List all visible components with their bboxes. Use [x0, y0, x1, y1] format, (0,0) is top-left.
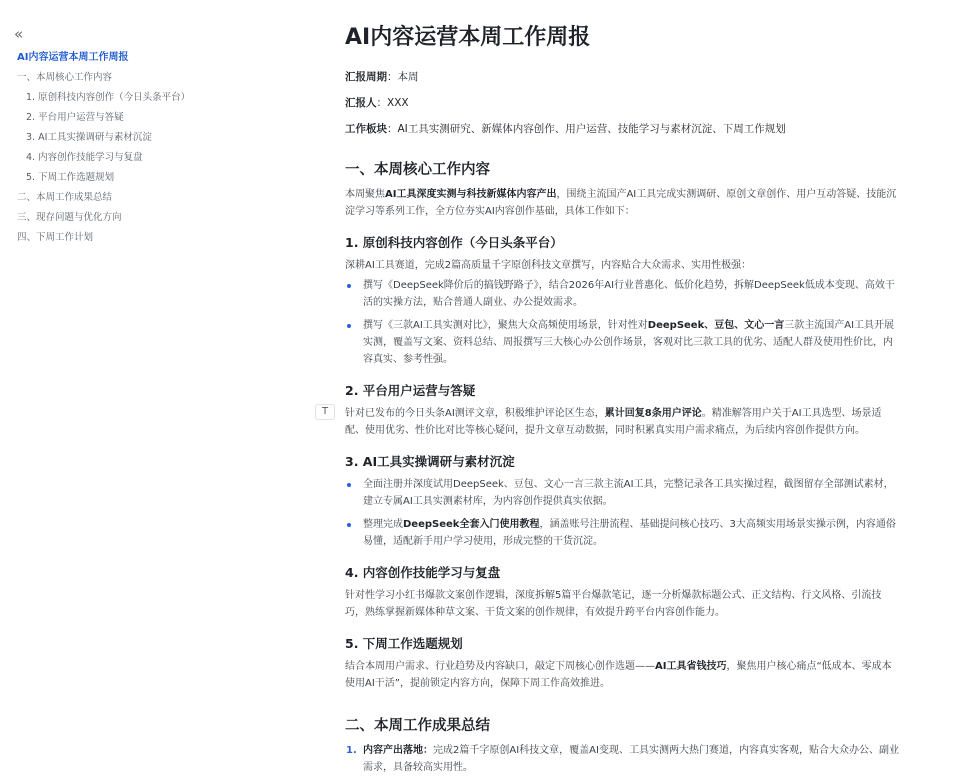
bold-run: AI工具省钱技巧 — [655, 661, 727, 672]
meta-value: XXX — [387, 97, 409, 109]
bold-run: ： — [423, 745, 433, 756]
outline-list — [0, 48, 320, 248]
meta-value: AI工具实测研究、新媒体内容创作、用户运营、技能学习与素材沉淀、下周工作规划 — [397, 123, 786, 135]
meta-sep: ： — [376, 97, 387, 109]
section-heading-1: 一、本周核心工作内容 — [345, 162, 490, 178]
text-run: 整理完成 — [363, 519, 403, 530]
meta-report-period — [345, 70, 900, 84]
results-list — [345, 742, 900, 776]
list-number: 1. — [346, 745, 357, 756]
meta-value: 本周 — [397, 71, 419, 83]
text-run: 针对已发布的今日头条AI测评文章，积极维护评论区生态， — [345, 408, 605, 419]
sub-heading-1: 1. 原创科技内容创作（今日头条平台） — [345, 235, 563, 250]
sub-heading-2: 2. 平台用户运营与答疑 — [345, 383, 476, 398]
section-heading-2: 二、本周工作成果总结 — [345, 718, 490, 734]
doc-title: AI内容运营本周工作周报 — [345, 25, 591, 50]
text-run: 结合本周用户需求、行业趋势及内容缺口，敲定下周核心创作选题—— — [345, 661, 655, 672]
list-item — [345, 317, 900, 368]
outline-item-sub-5[interactable]: 5. 下周工作选题规划 — [26, 172, 115, 183]
section-1-intro — [345, 186, 900, 220]
text-run: 三款主流国产AI工具开展实测，覆盖写文案、资料总结、周报撰写三大核心办公创作场景，客观对比三款工具的优劣、适配人群及使用性价比，内容真实、参考性强。 — [363, 320, 895, 365]
list-item: 撰写《DeepSeek降价后的搞钱野路子》，结合2026年AI行业普惠化、低价化趋势，拆解DeepSeek低成本变现、高效干活的实操方法，贴合普通人副业、办公提效需求。 — [345, 277, 900, 311]
text-block-handle-icon[interactable]: T — [315, 404, 335, 420]
text-run: 撰写《三款AI工具实测对比》，聚焦大众高频使用场景，针对性对 — [363, 320, 648, 331]
list-item — [345, 516, 900, 550]
text-run: 完成2篇千字原创AI科技文章，覆盖AI变现、工具实测两大热门赛道，内容真实客观，贴合大众办公、副业需求，具备较高实用性。 — [363, 745, 899, 773]
meta-key: 工作板块 — [345, 123, 387, 135]
outline-item-sub-3[interactable]: 3. AI工具实操调研与素材沉淀 — [26, 132, 152, 143]
outline-item-section-2[interactable]: 二、本周工作成果总结 — [17, 192, 113, 203]
outline-item-section-3[interactable]: 三、现存问题与优化方向 — [17, 212, 122, 223]
sub-4-paragraph: 针对性学习小红书爆款文案创作逻辑，深度拆解5篇平台爆款笔记，逐一分析爆款标题公式、正文结构、行文风格、引流技巧，熟练掌握新媒体种草文案、干货文案的创作规律，有效提升跨平台内容创作能力。 — [345, 590, 882, 618]
bold-run: DeepSeek全套入门使用教程 — [403, 519, 540, 530]
outline-item-section-1[interactable]: 一、本周核心工作内容 — [17, 72, 113, 83]
sub-heading-5: 5. 下周工作选题规划 — [345, 636, 463, 651]
sub-1-intro: 深耕AI工具赛道，完成2篇高质量千字原创科技文章撰写，内容贴合大众需求、实用性极强： — [345, 260, 752, 271]
sub-2-paragraph — [321, 405, 900, 439]
list-item — [345, 742, 900, 776]
sub-3-bullets — [345, 476, 900, 550]
meta-sep: ： — [387, 71, 398, 83]
bold-run: AI工具深度实测与科技新媒体内容产出 — [385, 189, 557, 200]
outline-item-title[interactable]: AI内容运营本周工作周报 — [17, 52, 129, 63]
meta-key: 汇报人 — [345, 97, 377, 109]
collapse-sidebar-icon[interactable]: « — [14, 25, 24, 43]
meta-reporter — [345, 96, 900, 110]
sub-5-paragraph — [345, 658, 900, 692]
document-body — [321, 20, 900, 773]
outline-item-section-4[interactable]: 四、下周工作计划 — [17, 232, 94, 243]
sub-heading-3: 3. AI工具实操调研与素材沉淀 — [345, 454, 515, 469]
text-run: 本周聚焦 — [345, 189, 385, 200]
outline-item-sub-4[interactable]: 4. 内容创作技能学习与复盘 — [26, 152, 143, 163]
list-item: 全面注册并深度试用DeepSeek、豆包、文心一言三款主流AI工具，完整记录各工具实操过程，截图留存全部测试素材，建立专属AI工具实测素材库，为内容创作提供真实依据。 — [345, 476, 900, 510]
sub-heading-4: 4. 内容创作技能学习与复盘 — [345, 565, 501, 580]
outline-item-sub-2[interactable]: 2. 平台用户运营与答疑 — [26, 112, 124, 123]
text-run: ，涵盖账号注册流程、基础提问核心技巧、3大高频实用场景实操示例，内容通俗易懂，适配新手用户学习使用，形成完整的干货沉淀。 — [363, 519, 896, 547]
meta-work-areas — [345, 122, 900, 136]
text-run: ，围绕主流国产AI工具完成实测调研、原创文章创作、用户互动答疑、技能沉淀学习等系列工作，全方位夯实AI内容创作基础，具体工作如下： — [345, 189, 897, 217]
sub-1-bullets — [345, 277, 900, 368]
meta-key: 汇报周期 — [345, 71, 387, 83]
bold-run: 内容产出落地 — [363, 745, 423, 756]
bold-run: 累计回复8条用户评论 — [604, 408, 702, 419]
outline-sidebar — [0, 0, 320, 770]
bold-run: DeepSeek、豆包、文心一言 — [647, 320, 785, 331]
meta-sep: ： — [387, 123, 398, 135]
text-run: ，聚焦用户核心痛点“低成本、零成本使用AI干活”，提前锁定内容方向，保障下周工作高效推进。 — [345, 661, 892, 689]
outline-item-sub-1[interactable]: 1. 原创科技内容创作（今日头条平台） — [26, 92, 191, 103]
text-run: 。精准解答用户关于AI工具选型、场景适配、使用优劣、性价比对比等核心疑问，提升文章互动数据，同时积累真实用户需求痛点，为后续内容创作提供方向。 — [345, 408, 882, 436]
